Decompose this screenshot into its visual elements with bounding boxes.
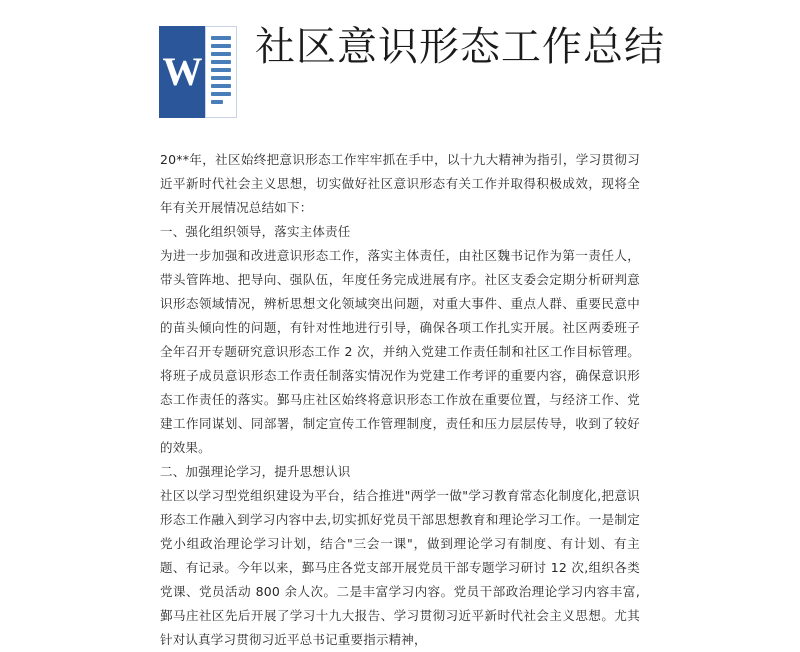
document-header bbox=[0, 0, 800, 148]
document-paragraph: 二、加强理论学习，提升思想认识 bbox=[160, 464, 351, 479]
word-icon-line bbox=[211, 44, 231, 48]
document-paragraph: 社区以学习型党组织建设为平台，结合推进"两学一做"学习教育常态化制度化,把意识形态工作融入到学习内容中去,切实抓好党员干部思想教育和理论学习工作。一是制定党小组政治理论学习计划，结合"三会一课"，做到理论学习有制度、有计划、有主题、有记录。今年以来，鄞马庄各党支部开展党员干部专题学习研讨 12 次,组织各类党课、党员活动 800 余人次。二是丰富学习内容。党员干部政治理论学习内容丰富,鄞马庄社区先后开展了学习十九大报告、学习贯彻习近平新时代社会主义思想。尤其针对认真学习贯彻习近平总书记重要指示精神， bbox=[160, 488, 640, 647]
word-icon-line bbox=[211, 68, 231, 72]
word-icon-line bbox=[211, 52, 231, 56]
word-icon-line bbox=[211, 36, 231, 40]
document-paragraph: 一、强化组织领导，落实主体责任 bbox=[160, 224, 351, 239]
word-icon-line bbox=[211, 60, 231, 64]
word-icon-line bbox=[211, 84, 231, 88]
word-icon-line bbox=[211, 100, 223, 104]
word-icon-letter: W bbox=[162, 49, 202, 94]
document-body bbox=[0, 148, 800, 652]
document-title: 社区意识形态工作总结 bbox=[255, 24, 665, 70]
word-document-icon bbox=[159, 26, 237, 118]
word-icon-badge bbox=[159, 26, 205, 118]
word-icon-line bbox=[211, 92, 231, 96]
document-paragraph: 为进一步加强和改进意识形态工作，落实主体责任，由社区魏书记作为第一责任人，带头管阵地、把导向、强队伍，年度任务完成进展有序。社区支委会定期分析研判意识形态领域情况，辨析思想文化领域突出问题，对重大事件、重点人群、重要民意中的苗头倾向性的问题，有针对性地进行引导，确保各项工作扎实开展。社区两委班子全年召开专题研究意识形态工作 2 次，并纳入党建工作责任制和社区工作目标管理。将班子成员意识形态工作责任制落实情况作为党建工作考评的重要内容，确保意识形态工作责任的落实。鄞马庄社区始终将意识形态工作放在重要位置，与经济工作、党建工作同谋划、同部署，制定宣传工作管理制度，责任和压力层层传导，收到了较好的效果。 bbox=[160, 248, 640, 455]
word-icon-line bbox=[211, 76, 231, 80]
word-icon-page-lines bbox=[205, 26, 237, 118]
document-paragraph: 20**年，社区始终把意识形态工作牢牢抓在手中，以十九大精神为指引，学习贯彻习近平新时代社会主义思想，切实做好社区意识形态有关工作并取得积极成效，现将全年有关开展情况总结如下： bbox=[160, 152, 640, 215]
